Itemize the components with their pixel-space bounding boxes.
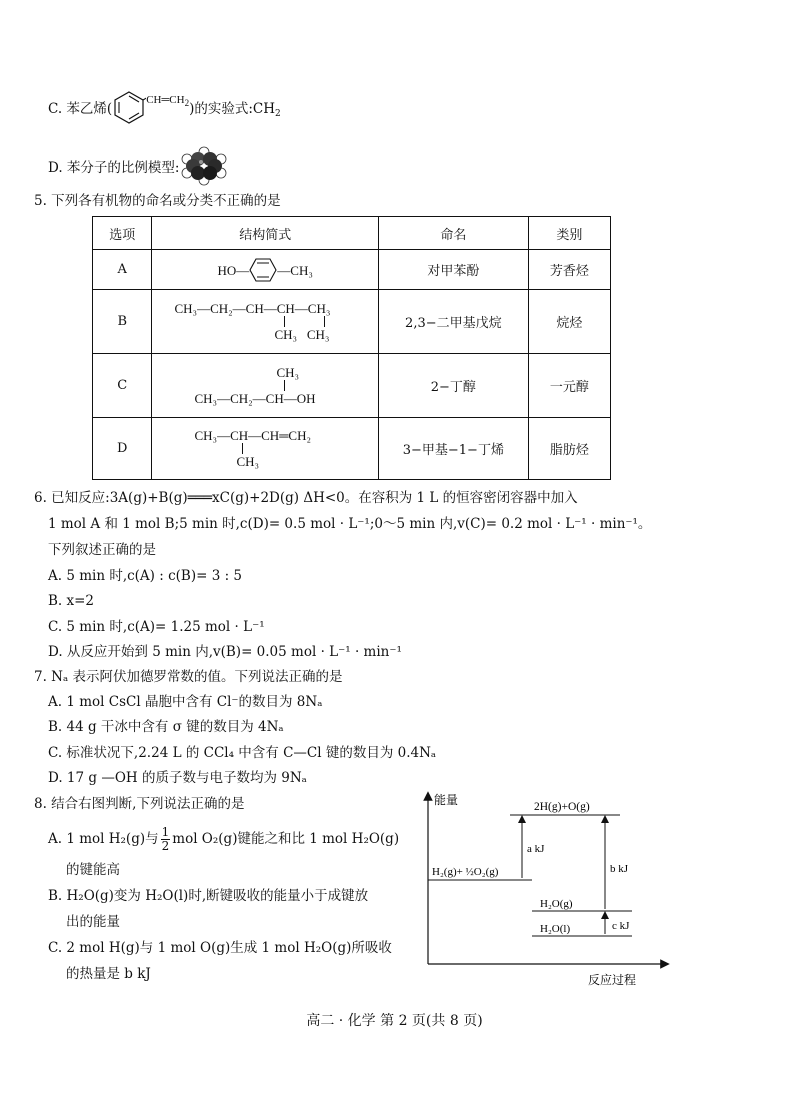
struct-d-bottom: CH₃: [236, 454, 260, 469]
structure-a: [152, 250, 378, 290]
energy-level-diagram: [410, 788, 675, 988]
struct-c-bonds: [194, 380, 377, 391]
benzene-space-filling-model-icon: [179, 146, 229, 186]
structure-d: [152, 418, 378, 480]
header-category: 类别: [528, 217, 610, 250]
struct-a-right: —CH₃: [277, 262, 313, 278]
benzene-ring-icon: [249, 257, 277, 283]
benzene-ring-icon: [112, 90, 146, 124]
arrow-c-label: c kJ: [612, 920, 630, 932]
struct-a-left: HO—: [217, 262, 250, 278]
q7-stem: 7. Nₐ 表示阿伏加德罗常数的值。下列说法正确的是: [34, 669, 343, 685]
table-row: [93, 250, 611, 290]
q7-option-d: D. 17 g —OH 的质子数与电子数均为 9Nₐ: [48, 770, 307, 786]
q7-option-a: A. 1 mol CsCl 晶胞中含有 Cl⁻的数目为 8Nₐ: [48, 694, 323, 710]
q8-option-c-line2: 的热量是 b kJ: [66, 966, 151, 982]
row-name: 2−丁醇: [378, 354, 528, 418]
struct-b-top: CH₃—CH₂—CH—CH—CH₃: [174, 301, 331, 316]
row-name: 对甲苯酚: [378, 250, 528, 290]
struct-b-bonds: [174, 316, 377, 327]
table-row: [93, 418, 611, 480]
q8-option-b-line2: 出的能量: [66, 914, 120, 930]
row-name: 3−甲基−1−丁烯: [378, 418, 528, 480]
q4-styrene-chain-sub: 2: [184, 98, 190, 108]
q8-option-b-line1: B. H₂O(g)变为 H₂O(l)时,断键吸收的能量小于成键放: [48, 888, 369, 904]
y-axis-label: 能量: [434, 793, 459, 807]
row-category: 脂肪烃: [528, 418, 610, 480]
q6-option-c: C. 5 min 时,c(A)= 1.25 mol · L⁻¹: [48, 619, 265, 635]
q5-stem: 5. 下列各有机物的命名或分类不正确的是: [34, 193, 281, 209]
struct-d-top: CH₃—CH—CH═CH₂: [194, 428, 311, 443]
q4-optc-post: )的实验式:CH: [189, 101, 275, 117]
row-option: C: [93, 354, 152, 418]
q4-option-c: [48, 90, 281, 124]
row-category: 一元醇: [528, 354, 610, 418]
struct-c-top: CH₃: [276, 365, 300, 380]
arrow-a-label: a kJ: [527, 843, 545, 855]
q8-a-pre: A. 1 mol H₂(g)与: [48, 831, 159, 847]
structure-c: [152, 354, 378, 418]
q8-option-c-line1: C. 2 mol H(g)与 1 mol O(g)生成 1 mol H₂O(g)所吸收: [48, 940, 392, 956]
row-option: A: [93, 250, 152, 290]
row-name: 2,3−二甲基戊烷: [378, 290, 528, 354]
q6-line2: 1 mol A 和 1 mol B;5 min 时,c(D)= 0.5 mol · L⁻¹;0～5 min 内,v(C)= 0.2 mol · L⁻¹ · min⁻¹。: [48, 516, 652, 532]
structure-b: [152, 290, 378, 354]
header-option: 选项: [93, 217, 152, 250]
q6-line1: 6. 已知反应:3A(g)+B(g)═══xC(g)+2D(g) ΔH<0。在容积为 1 L 的恒容密闭容器中加入: [34, 490, 578, 506]
row-category: 芳香烃: [528, 250, 610, 290]
struct-b-bottom: CH₃ CH₃: [274, 327, 330, 342]
row-option: D: [93, 418, 152, 480]
row-option: B: [93, 290, 152, 354]
q7-option-b: B. 44 g 干冰中含有 σ 键的数目为 4Nₐ: [48, 719, 284, 735]
row-category: 烷烃: [528, 290, 610, 354]
page-footer: 高二 · 化学 第 2 页(共 8 页): [306, 1013, 483, 1029]
arrow-b-label: b kJ: [610, 863, 629, 875]
q6-option-d: D. 从反应开始到 5 min 内,v(B)= 0.05 mol · L⁻¹ · min⁻¹: [48, 644, 402, 660]
q8-a-post: mol O₂(g)键能之和比 1 mol H₂O(g): [172, 831, 400, 847]
level-low-label: H₂O(l): [540, 923, 571, 935]
x-axis-label: 反应过程: [588, 973, 637, 987]
level-top-label: 2H(g)+O(g): [534, 801, 590, 813]
q5-table: [92, 216, 611, 480]
frac-num: 1: [161, 825, 170, 839]
q8-option-a-line2: 的键能高: [66, 862, 120, 878]
one-half-fraction: [161, 826, 171, 853]
q6-option-a: A. 5 min 时,c(A) : c(B)= 3 : 5: [48, 568, 243, 584]
struct-d-bonds: [194, 443, 377, 454]
frac-den: 2: [161, 839, 170, 853]
table-row: [93, 290, 611, 354]
header-structure: 结构简式: [152, 217, 378, 250]
header-name: 命名: [378, 217, 528, 250]
q8-option-a-line1: [48, 826, 399, 853]
level-left-label: H₂(g)+ ½O₂(g): [432, 866, 499, 878]
q4-styrene-chain: CH═CH: [146, 94, 185, 106]
q4-optd-text: D. 苯分子的比例模型:: [48, 160, 180, 176]
q8-stem: 8. 结合右图判断,下列说法正确的是: [34, 796, 245, 812]
q6-line3: 下列叙述正确的是: [48, 542, 156, 558]
q7-option-c: C. 标准状况下,2.24 L 的 CCl₄ 中含有 C—Cl 键的数目为 0.4Nₐ: [48, 745, 437, 761]
q4-option-d: [48, 146, 229, 186]
table-header-row: [93, 217, 611, 250]
q4-optc-post-sub: 2: [274, 109, 281, 119]
level-mid-label: H₂O(g): [540, 898, 573, 910]
table-row: [93, 354, 611, 418]
struct-c-bottom: CH₃—CH₂—CH—OH: [194, 391, 316, 406]
q6-option-b: B. x=2: [48, 593, 95, 609]
q4-optc-pre: C. 苯乙烯(: [48, 101, 113, 117]
